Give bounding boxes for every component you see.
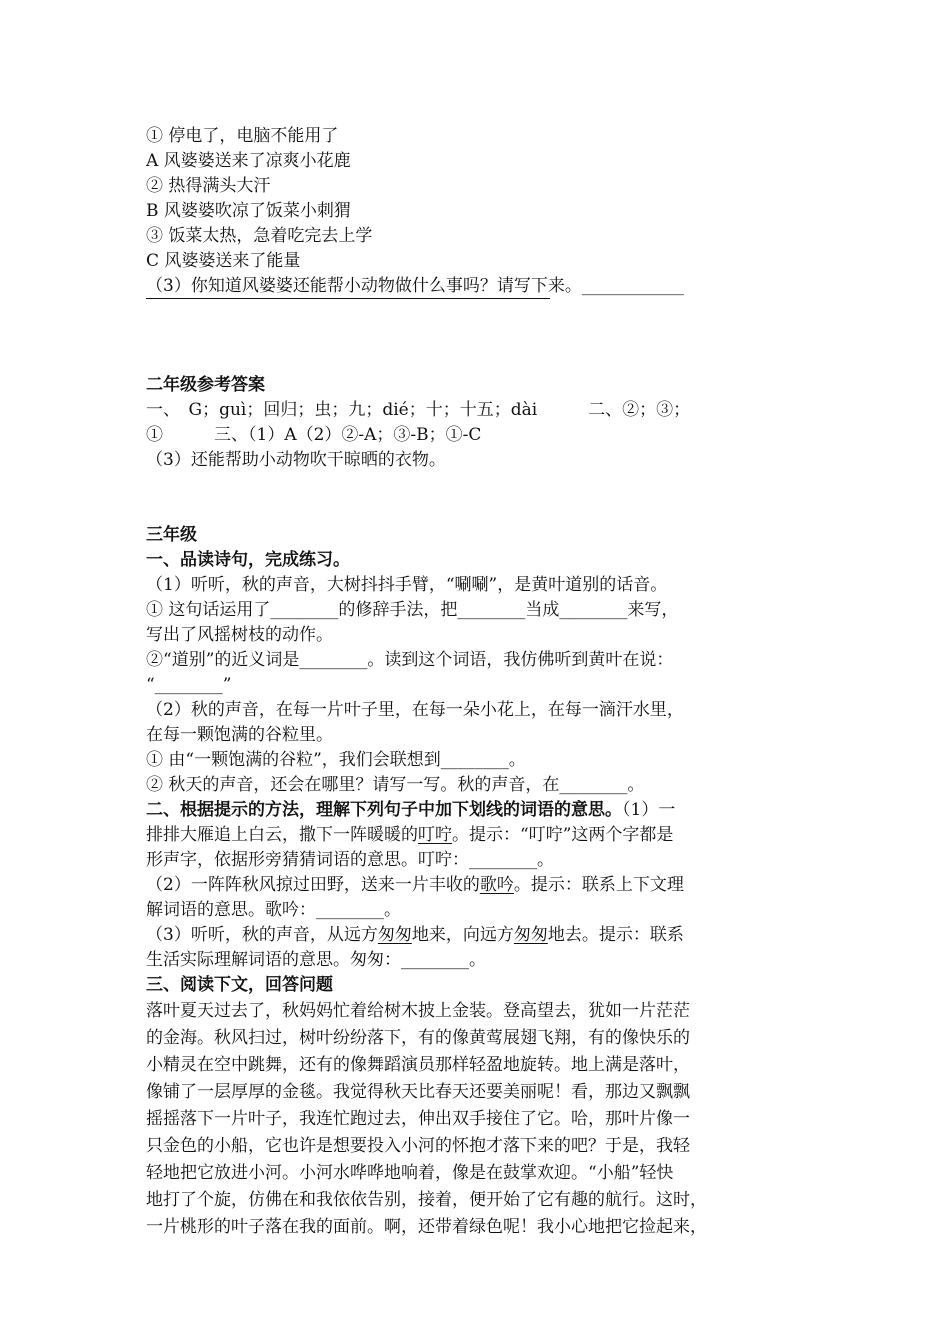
grade2-option-c: C 风婆婆送来了能量 <box>146 251 301 271</box>
s1-line-3: 写出了风摇树枝的动作。 <box>146 625 333 645</box>
section-3-title: 三、阅读下文，回答问题 <box>146 975 333 995</box>
underlined-word-geyin: 歌吟 <box>479 875 514 895</box>
passage-line-3: 小精灵在空中跳舞，还有的像舞蹈演员那样轻盈地旋转。地上满是落叶， <box>146 1055 690 1075</box>
answers-line-3: （3）还能帮助小动物吹干晾晒的衣物。 <box>146 450 446 470</box>
spacer <box>146 473 806 523</box>
s1-line-2: ① 这句话运用了________的修辞手法，把________当成________来写， <box>146 600 679 620</box>
grade2-option-b: B 风婆婆吹凉了饭菜小刺猬 <box>146 201 351 221</box>
answer-blank-line <box>146 298 806 318</box>
s2-text: 。提示：联系上下文理 <box>513 875 684 895</box>
s2-line-7: 生活实际理解词语的意思。匆匆：________。 <box>146 950 486 970</box>
s1-line-5: “________” <box>146 675 232 695</box>
section-1-title: 一、品读诗句，完成练习。 <box>146 550 350 570</box>
s1-line-1: （1）听听，秋的声音，大树抖抖手臂，“唰唰”，是黄叶道别的话音。 <box>146 575 668 595</box>
section-2-title: 二、根据提示的方法，理解下列句子中加下划线的词语的意思。 <box>146 800 622 820</box>
grade3-heading: 三年级 <box>146 525 197 545</box>
answers-line-1: 一、 G；guì；回归；虫；九；dié；十；十五；dài 二、②；③； <box>146 400 691 420</box>
grade2-option-3: ③ 饭菜太热，急着吃完去上学 <box>146 226 373 246</box>
underlined-word-dingning: 叮咛 <box>418 825 452 845</box>
s2-line-3: 形声字，依据形旁猜猜词语的意思。叮咛：________。 <box>146 850 554 870</box>
passage-line-4: 像铺了一层厚厚的金毯。我觉得秋天比春天还要美丽呢！看，那边又飘飘 <box>146 1082 690 1102</box>
s2-text: 排排大雁追上白云，撒下一阵暖暖的 <box>146 825 418 845</box>
passage-line-9: 一片桃形的叶子落在我的面前。啊，还带着绿色呢！我小心地把它捡起来， <box>146 1217 707 1237</box>
s2-line-6 <box>146 923 806 948</box>
s2-line-4 <box>146 873 806 898</box>
s2-text: （3）听听，秋的声音，从远方 <box>146 925 378 945</box>
s1-line-6: （2）秋的声音，在每一片叶子里，在每一朵小花上，在每一滴汗水里， <box>146 700 684 720</box>
passage-line-6: 只金色的小船，它也许是想要投入小河的怀抱才落下来的吧？于是，我轻 <box>146 1136 690 1156</box>
s2-text: 地来，向远方 <box>411 925 514 945</box>
grade2-option-1: ① 停电了，电脑不能用了 <box>146 126 339 146</box>
s1-line-8: ① 由“一颗饱满的谷粒”，我们会联想到________。 <box>146 750 526 770</box>
grade2-question-3: （3）你知道风婆婆还能帮小动物做什么事吗？请写下来。____________ <box>146 276 684 296</box>
s2-text: 地去。提示：联系 <box>547 925 684 945</box>
s2-item-1-start: （1）一 <box>622 800 676 820</box>
spacer <box>146 318 806 373</box>
document-page <box>146 124 806 1241</box>
s1-line-9: ② 秋天的声音，还会在哪里？请写一写。秋的声音，在________。 <box>146 775 645 795</box>
section-2-title-line <box>146 798 806 823</box>
passage-line-5: 摇摇落下一片叶子，我连忙跑过去，伸出双手接住了它。哈，那叶片像一 <box>146 1109 690 1129</box>
grade2-option-2: ② 热得满头大汗 <box>146 176 271 196</box>
s1-line-7: 在每一颗饱满的谷粒里。 <box>146 725 333 745</box>
s2-line-2 <box>146 823 806 848</box>
passage-line-1: 落叶夏天过去了，秋妈妈忙着给树木披上金装。登高望去，犹如一片茫茫 <box>146 1001 690 1021</box>
answers-line-2: ① 三、（1）A（2）②-A；③-B；①-C <box>146 425 482 445</box>
passage-line-8: 地打了个旋，仿佛在和我依依告别，接着，便开始了它有趣的航行。这时， <box>146 1190 707 1210</box>
underlined-word-congcong-1: 匆匆 <box>377 925 412 945</box>
s2-line-5: 解词语的意思。歌吟：________。 <box>146 900 401 920</box>
passage-line-2: 的金海。秋风扫过，树叶纷纷落下，有的像黄莺展翅飞翔，有的像快乐的 <box>146 1028 690 1048</box>
s1-line-4: ②“道别”的近义词是________。读到这个词语，我仿佛听到黄叶在说： <box>146 650 674 670</box>
passage-line-7: 轻地把它放进小河。小河水哗哗地响着，像是在鼓掌欢迎。“小船”轻快 <box>146 1163 674 1183</box>
grade2-option-a: A 风婆婆送来了凉爽小花鹿 <box>146 151 351 171</box>
s2-text: （2）一阵阵秋风掠过田野，送来一片丰收的 <box>146 875 480 895</box>
underlined-word-congcong-2: 匆匆 <box>513 925 548 945</box>
s2-text: 。提示：“叮咛”这两个字都是 <box>452 825 674 845</box>
answers-heading: 二年级参考答案 <box>146 375 265 395</box>
